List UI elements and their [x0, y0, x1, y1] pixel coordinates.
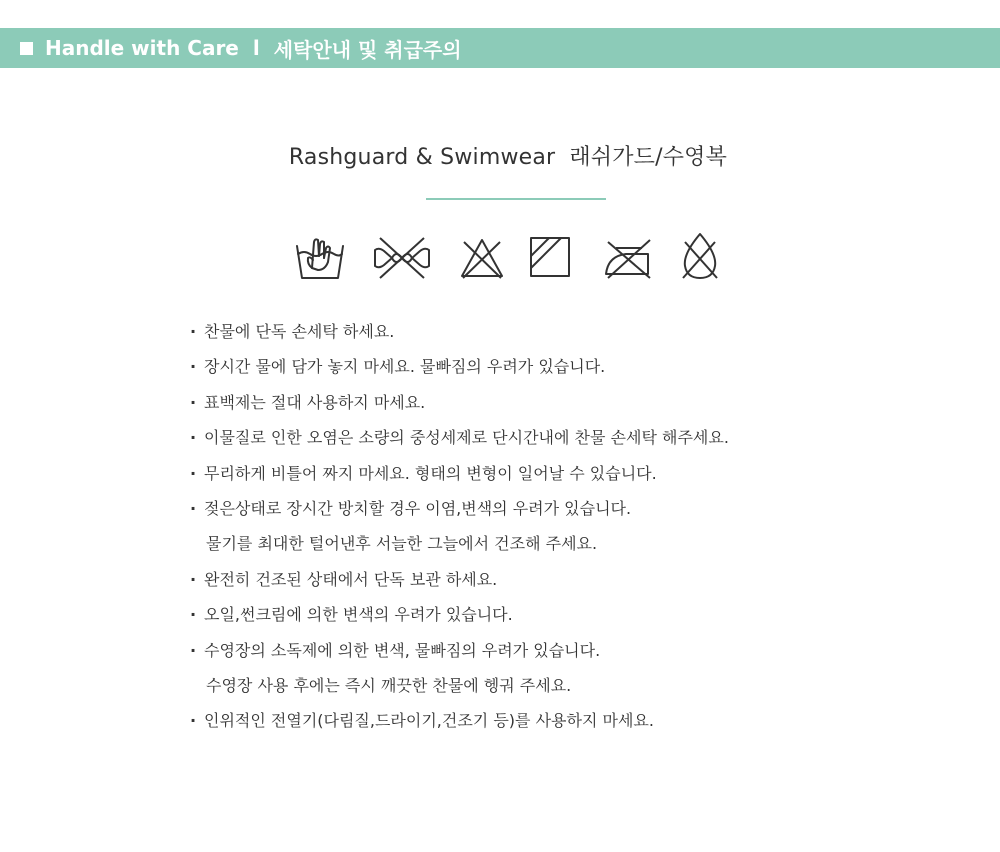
no-tumble-dry-icon: [602, 228, 654, 288]
square-bullet-icon: [20, 42, 33, 55]
dry-in-shade-icon: [527, 228, 573, 288]
instruction-item: · 무리하게 비틀어 짜지 마세요. 형태의 변형이 일어날 수 있습니다.: [190, 463, 657, 483]
title-divider: [426, 198, 606, 200]
hand-wash-icon: [292, 228, 348, 288]
instruction-item: · 오일,썬크림에 의한 변색의 우려가 있습니다.: [190, 605, 513, 625]
header-separator: l: [252, 36, 260, 60]
care-instructions: [190, 318, 729, 743]
instruction-item: · 장시간 물에 담가 놓지 마세요. 물빠짐의 우려가 있습니다.: [190, 357, 606, 377]
no-wring-icon: [372, 228, 432, 288]
instruction-item: · 젖은상태로 장시간 방치할 경우 이염,변색의 우려가 있습니다.: [190, 498, 632, 518]
instruction-continuation: 수영장 사용 후에는 즉시 깨끗한 찬물에 헹궈 주세요.: [206, 675, 572, 695]
instruction-item: · 표백제는 절대 사용하지 마세요.: [190, 392, 426, 412]
section-header: [0, 28, 1000, 68]
instruction-item: · 완전히 건조된 상태에서 단독 보관 하세요.: [190, 569, 498, 589]
no-dry-clean-icon: [677, 228, 723, 288]
product-name-en: Rashguard & Swimwear: [288, 145, 556, 170]
instruction-item: · 이물질로 인한 오염은 소량의 중성세제로 단시간내에 찬물 손세탁 해주세요.: [190, 428, 729, 448]
instruction-continuation: 물기를 최대한 털어낸후 서늘한 그늘에서 건조해 주세요.: [206, 534, 598, 554]
header-title-en: Handle with Care: [45, 36, 239, 60]
header-title-ko: 세탁안내 및 취급주의: [273, 37, 462, 62]
instruction-item: · 인위적인 전열기(다림질,드라이기,건조기 등)를 사용하지 마세요.: [190, 711, 654, 731]
instruction-item: · 수영장의 소독제에 의한 변색, 물빠짐의 우려가 있습니다.: [190, 640, 601, 660]
no-bleach-icon: [457, 228, 507, 288]
care-icons: [292, 228, 732, 288]
instruction-item: · 찬물에 단독 손세탁 하세요.: [190, 322, 395, 341]
product-title: [0, 140, 1000, 171]
product-name-ko: 래쉬가드/수영복: [569, 145, 728, 170]
